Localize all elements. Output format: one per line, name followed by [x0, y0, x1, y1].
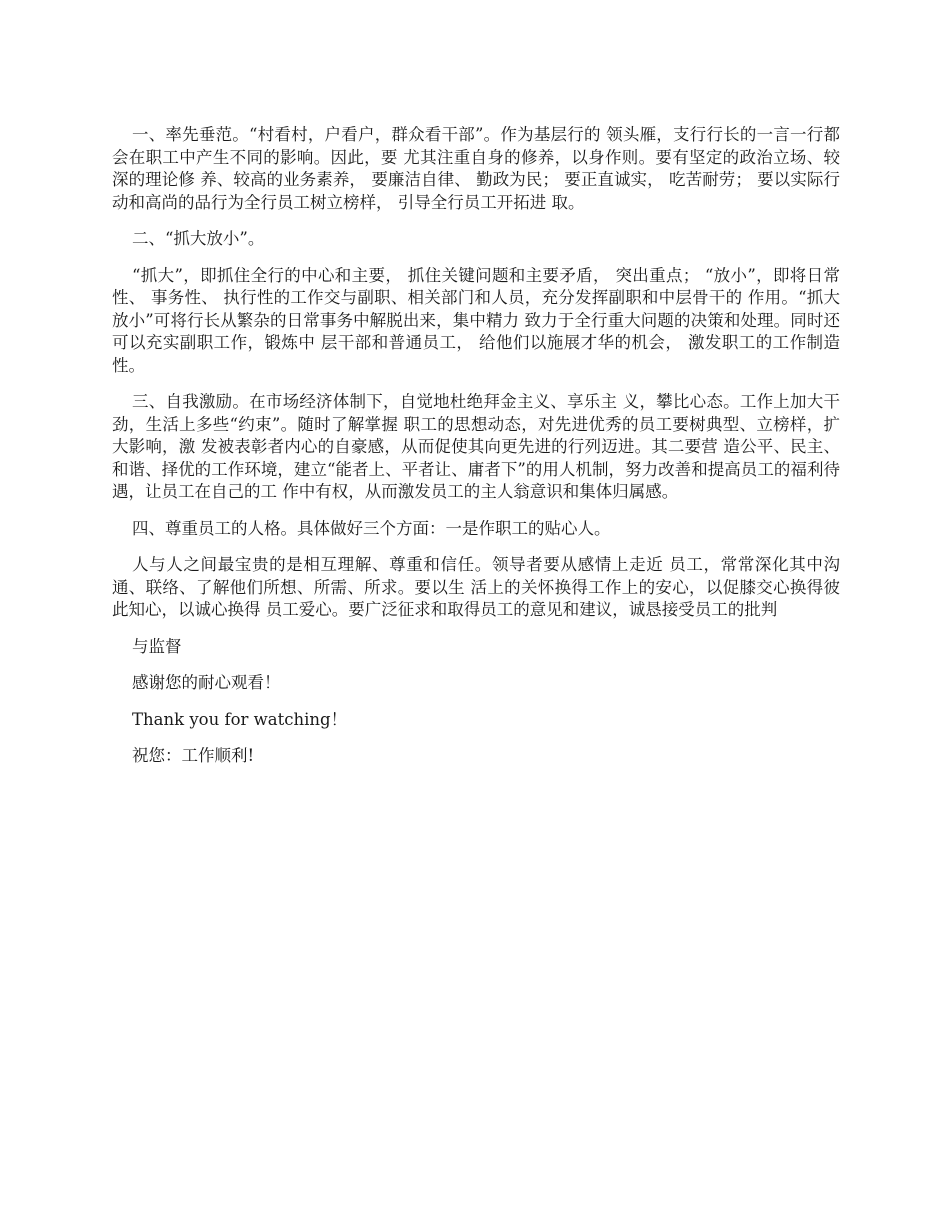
closing-wishes: 祝您：工作顺利! — [132, 746, 255, 765]
paragraph-grasp-big-let-small: “抓大”，即抓住全行的中心和主要， 抓住关键问题和主要矛盾， 突出重点； “放小”，即将日常性、 事务性、 执行性的工作交与副职、相关部门和人员，充分发挥副职和中层骨干的 作用。“抓大放小”可将行长从繁杂的日常事务中解脱出来，集中精力 致力于全行重大问题的决策和处理。同时还可以充实副职工作，锻炼中 层干部和普通员工， 给他们以施展才华的机会， 激发职工的工作制造性。 — [112, 265, 840, 375]
thanks-chinese: 感谢您的耐心观看！ — [132, 673, 281, 692]
heading-grasp-big-let-small: 二、“抓大放小”。 — [132, 229, 265, 248]
document-body — [112, 124, 840, 782]
paragraph-supervision: 与监督 — [132, 636, 182, 656]
paragraph-self-motivation: 三、自我激励。在市场经济体制下，自觉地杜绝拜金主义、享乐主 义，攀比心态。工作上加大干劲，生活上多些“约束”。随时了解掌握 职工的思想动态，对先进优秀的员工要树典型、立榜样，扩大影响，激 发被表彰者内心的自豪感，从而促使其向更先进的行列迈进。其二要营 造公平、民主、和谐、择优的工作环境，建立“能者上、平者让、庸者下”的用人机制，努力改善和提高员工的福利待遇，让员工在自己的工 作中有权，从而激发员工的主人翁意识和集体归属感。 — [112, 392, 840, 501]
paragraph-respect-staff: 人与人之间最宝贵的是相互理解、尊重和信任。领导者要从感情上走近 员工，常常深化其中沟通、联络、了解他们所想、所需、所求。要以生 活上的关怀换得工作上的安心，以促膝交心换得彼此知心，以诚心换得 员工爱心。要广泛征求和取得员工的意见和建议，诚恳接受员工的批判 — [112, 555, 840, 619]
thanks-english: Thank you for watching！ — [132, 709, 348, 729]
paragraph-lead-by-example: 一、率先垂范。“村看村，户看户，群众看干部”。作为基层行的 领头雁，支行行长的一言一行都会在职工中产生不同的影响。因此，要 尤其注重自身的修养，以身作则。要有坚定的政治立场、较深的理论修 养、较高的业务素养， 要廉洁自律、 勤政为民； 要正直诚实， 吃苦耐劳； 要以实际行动和高尚的品行为全行员工树立榜样， 引导全行员工开拓进 取。 — [112, 125, 840, 212]
heading-respect-staff: 四、尊重员工的人格。具体做好三个方面：一是作职工的贴心人。 — [132, 518, 611, 538]
